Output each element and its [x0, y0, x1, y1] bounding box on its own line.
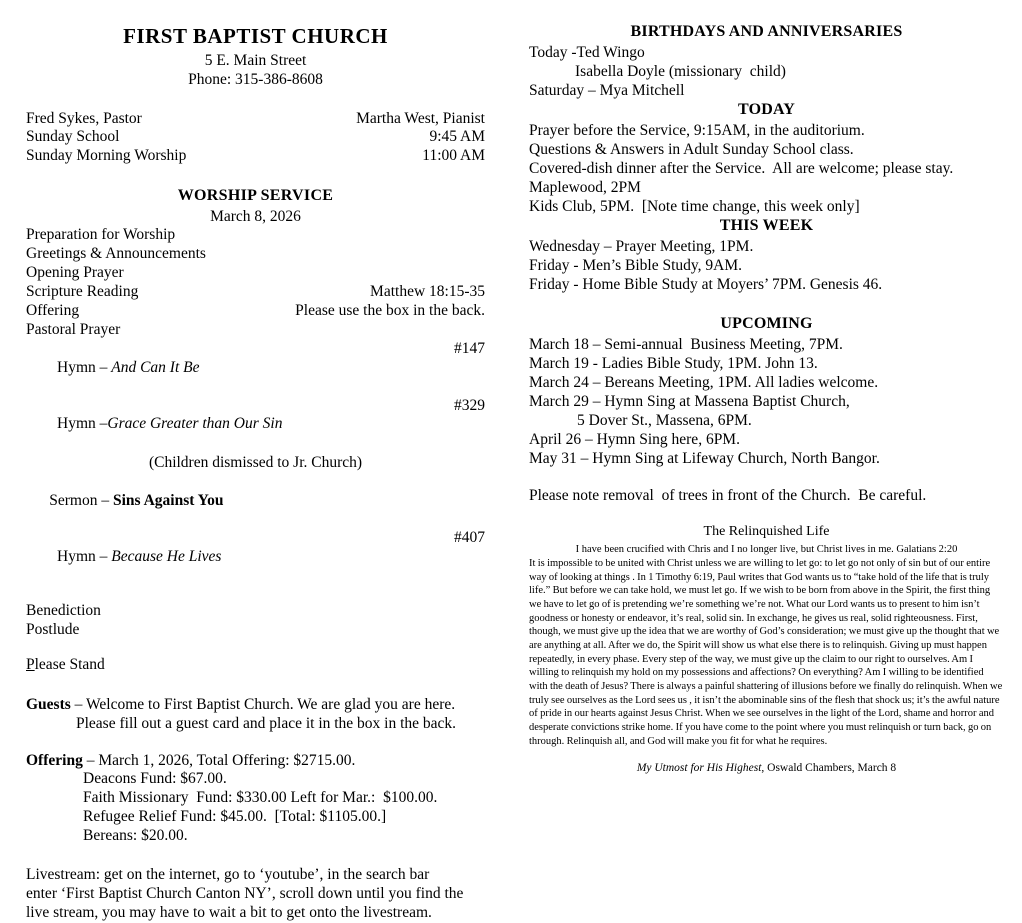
staff-row	[26, 128, 485, 147]
morning-worship-time: 11:00 AM	[422, 147, 485, 165]
hymn-label: Hymn –	[57, 358, 112, 376]
sunday-school-label: Sunday School	[26, 128, 120, 146]
upcoming-line: March 29 – Hymn Sing at Massena Baptist Church,	[529, 393, 850, 411]
order-item	[26, 321, 485, 340]
pianist-name: Martha West, Pianist	[356, 109, 485, 127]
today-line: Covered-dish dinner after the Service. All are welcome; please stay.	[529, 159, 954, 177]
devotional-source-author: , Oswald Chambers, March 8	[761, 762, 897, 775]
order-item	[26, 245, 485, 264]
devotional-source	[529, 762, 1004, 774]
upcoming-line: May 31 – Hymn Sing at Lifeway Church, North Bangor.	[529, 450, 880, 468]
hymn-title: And Can It Be	[111, 358, 200, 376]
this-week-line: Friday - Home Bible Study at Moyers’ 7PM. Genesis 46.	[529, 276, 883, 294]
this-week-heading: THIS WEEK	[719, 217, 814, 235]
guests-text: – Welcome to First Baptist Church. We are glad you are here.	[70, 695, 456, 713]
hymn-row	[26, 397, 485, 454]
hymn-label: Hymn –	[57, 548, 112, 566]
hymn-number: #147	[454, 339, 485, 357]
offering-paragraph	[26, 751, 485, 770]
hymn-label: Hymn –	[57, 415, 108, 433]
order-item-label: Preparation for Worship	[26, 226, 176, 244]
upcoming-line: March 19 - Ladies Bible Study, 1PM. John 13.	[529, 354, 818, 372]
order-item-label: Pastoral Prayer	[26, 320, 121, 338]
church-name: FIRST BAPTIST CHURCH	[123, 24, 388, 48]
birthdays-heading: BIRTHDAYS AND ANNIVERSARIES	[630, 23, 903, 40]
devotional-title: The Relinquished Life	[703, 524, 830, 540]
sunday-school-time: 9:45 AM	[429, 128, 485, 146]
worship-service-heading: WORSHIP SERVICE	[177, 187, 334, 205]
order-item-label: Greetings & Announcements	[26, 245, 206, 263]
devotional-body: It is impossible to be united with Christ unless we are willing to let go: to let go not only of sin but of our entire way of looking at things . In 1 Timothy 6:19, Paul writes that God wants us to “take hold of the life that is truly life.” But before we can take hold, we must let go. If we wish to be born from above in the Spirit, the first thing we have to let go of is pretending we’re something we’re not. What our Lord wants us to present to him isn’t goodness or honesty or endeavor, it’s real, solid sin. In exchange, he gives us real, solid righteousness. First, though, we must give up the idea that we are worthy of God’s consideration; we must give up the thought that we are anything at all. After we do, the Spirit will show us what else there is to relinquish. Giving up must happen repeatedly, in every phase. Every step of the way, we must give up the claim to our right to ourselves. Am I willing to relinquish my hold on my possessions and affections? On everything? Am I willing to be identified with the death of Jesus? There is always a painful shattering of illusions before we finally do relinquish. When we truly see ourselves as the Lord sees us , it isn’t the abominable sins of the flesh that shock us; it’s the awful nature of pride in our hearts against Jesus Christ. When we see ourselves in the light of the Lord, shame and horror and desperate convictions strike home. If you have come to the point where you must relinquish or turn back, go on through. Relinquish all, and God will make you fit for what he requires.	[529, 558, 1003, 747]
offering-line: Deacons Fund: $67.00.	[83, 770, 227, 788]
benediction-item: Benediction	[26, 602, 101, 620]
livestream-line: enter ‘First Baptist Church Canton NY’, scroll down until you find the	[26, 885, 464, 902]
hymn-row	[26, 340, 485, 397]
today-line: Maplewood, 2PM	[529, 178, 641, 196]
upcoming-heading: UPCOMING	[720, 315, 813, 333]
livestream-line: Livestream: get on the internet, go to ‘youtube’, in the search bar	[26, 866, 430, 884]
hymn-title: Grace Greater than Our Sin	[107, 415, 283, 433]
offering-line: Refugee Relief Fund: $45.00. [Total: $1105.00.]	[83, 808, 387, 826]
offering-line: Faith Missionary Fund: $330.00 Left for Mar.: $100.00.	[83, 789, 438, 807]
hymn-number: #407	[454, 529, 485, 547]
guests-paragraph	[26, 695, 485, 733]
birthday-line: Today -Ted Wingo	[529, 43, 645, 61]
hymn-row	[26, 529, 485, 586]
sermon-row	[26, 473, 485, 530]
sermon-title: Sins Against You	[112, 491, 224, 509]
today-line: Prayer before the Service, 9:15AM, in the auditorium.	[529, 121, 865, 139]
offering-instruction: Please use the box in the back.	[295, 302, 485, 320]
today-line: Questions & Answers in Adult Sunday School class.	[529, 140, 854, 158]
upcoming-line: 5 Dover St., Massena, 6PM.	[577, 412, 752, 430]
this-week-line: Wednesday – Prayer Meeting, 1PM.	[529, 237, 754, 255]
offering-label: Offering	[26, 752, 83, 770]
offering-line: Bereans: $20.00.	[83, 827, 188, 845]
scripture-reference: Matthew 18:15-35	[370, 283, 485, 301]
today-heading: TODAY	[737, 100, 796, 118]
staff-row	[26, 147, 485, 166]
order-item	[26, 283, 485, 302]
order-item-label: Scripture Reading	[26, 283, 139, 301]
today-line: Kids Club, 5PM. [Note time change, this week only]	[529, 198, 860, 216]
children-dismissal-note: (Children dismissed to Jr. Church)	[148, 454, 363, 472]
please-stand-note: Please Stand	[26, 655, 105, 673]
order-item-label: Opening Prayer	[26, 264, 124, 282]
upcoming-line: March 24 – Bereans Meeting, 1PM. All ladies welcome.	[529, 374, 879, 391]
left-column	[0, 0, 511, 921]
birthday-line: Isabella Doyle (missionary child)	[575, 62, 786, 80]
order-item	[26, 264, 485, 283]
tree-removal-note: Please note removal of trees in front of the Church. Be careful.	[529, 487, 927, 505]
sermon-label: Sermon –	[49, 491, 113, 509]
livestream-line: live stream, you may have to wait a bit to get onto the livestream.	[26, 903, 432, 921]
postlude-item: Postlude	[26, 621, 80, 638]
morning-worship-label: Sunday Morning Worship	[26, 147, 187, 165]
upcoming-line: April 26 – Hymn Sing here, 6PM.	[529, 431, 740, 449]
order-item	[26, 302, 485, 321]
worship-service-date: March 8, 2026	[210, 208, 301, 226]
staff-row	[26, 110, 485, 129]
order-item-label: Offering	[26, 302, 80, 320]
offering-summary: – March 1, 2026, Total Offering: $2715.00.	[82, 752, 356, 770]
hymn-number: #329	[454, 396, 485, 414]
church-phone: Phone: 315-386-8608	[188, 71, 323, 89]
pastor-name: Fred Sykes, Pastor	[26, 109, 142, 127]
hymn-title: Because He Lives	[111, 548, 222, 566]
guests-label: Guests	[26, 695, 71, 713]
order-item	[26, 226, 485, 245]
upcoming-line: March 18 – Semi-annual Business Meeting, 7PM.	[529, 335, 843, 353]
guests-text-second-line: Please fill out a guest card and place it in the box in the back.	[76, 715, 457, 733]
devotional-source-title: My Utmost for His Highest	[636, 762, 762, 775]
church-address: 5 E. Main Street	[204, 51, 307, 69]
this-week-line: Friday - Men’s Bible Study, 9AM.	[529, 256, 742, 274]
devotional-verse: I have been crucified with Chris and I no longer live, but Christ lives in me. Galatians 2:20	[575, 543, 958, 555]
right-column	[511, 0, 1022, 783]
birthday-line: Saturday – Mya Mitchell	[529, 81, 685, 99]
